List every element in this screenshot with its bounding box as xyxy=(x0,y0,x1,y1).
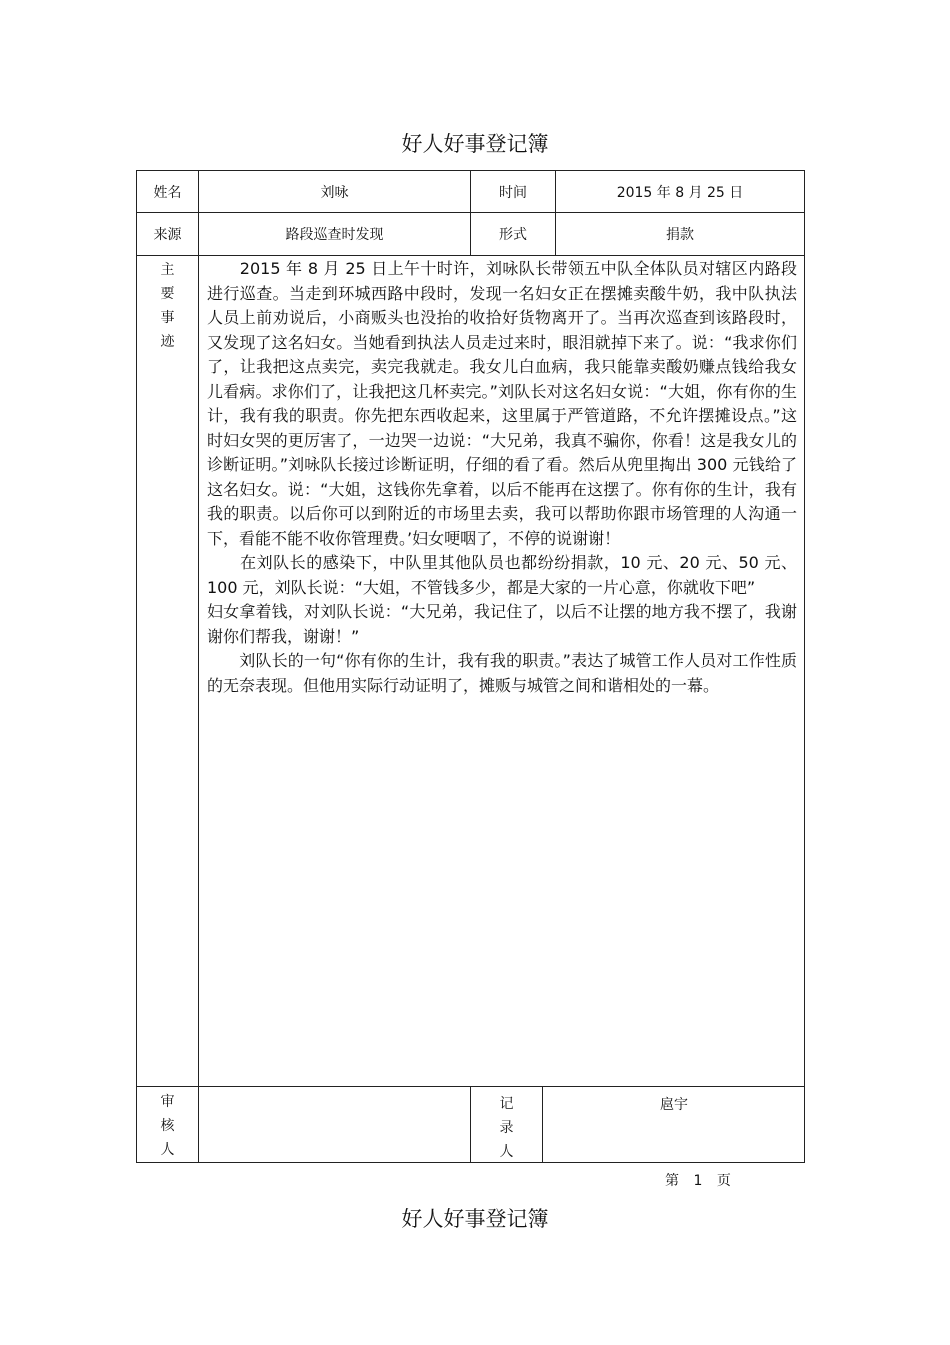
time-value: 2015 年 8 月 25 日 xyxy=(616,184,744,201)
page-prefix: 第 xyxy=(665,1173,679,1189)
name-label: 姓名 xyxy=(153,184,182,201)
page-number xyxy=(665,1170,731,1190)
main-deeds-label: 主 要 事 迹 xyxy=(160,262,175,350)
reviewer-label: 审 核 人 xyxy=(160,1094,175,1158)
recorder-value: 扈宇 xyxy=(660,1097,688,1113)
deeds-paragraph: 妇女拿着钱，对刘队长说：“大兄弟，我记住了，以后不让摆的地方我不摆了，我谢谢你们帮我，谢谢！” xyxy=(207,602,797,646)
form-label: 形式 xyxy=(499,227,527,243)
table-border-right xyxy=(804,170,805,1163)
source-value: 路段巡查时发现 xyxy=(285,227,384,243)
deeds-paragraph: 在刘队长的感染下，中队里其他队员也都纷纷捐款，10 元、20 元、50 元、100 元，刘队长说：“大姐，不管钱多少，都是大家的一片心意，你就收下吧” xyxy=(207,553,797,597)
page-suffix: 页 xyxy=(716,1173,731,1189)
recorder-label: 记 录 人 xyxy=(499,1096,514,1160)
form-value: 捐款 xyxy=(666,227,694,243)
main-deeds-content xyxy=(207,257,797,698)
page-title: 好人好事登记簿 xyxy=(401,132,549,156)
deeds-paragraph: 2015 年 8 月 25 日上午十时许，刘咏队长带领五中队全体队员对辖区内路段进行巡查。当走到环城西路中段时，发现一名妇女正在摆摊卖酸牛奶，我中队执法人员上前劝说后，小商贩头也没抬的收拾好货物离开了。当再次巡查到该路段时，又发现了这名妇女。当她看到执法人员走过来时，眼泪就掉下来了。说：“我求你们了，让我把这点卖完，卖完我就走。我女儿白血病，我只能靠卖酸奶赚点钱给我女儿看病。求你们了，让我把这几杯卖完。”刘队长对这名妇女说：“大姐，你有你的生计，我有我的职责。你先把东西收起来，这里属于严管道路，不允许摆摊设点。”这时妇女哭的更厉害了，一边哭一边说：“大兄弟，我真不骗你，你看！这是我女儿的诊断证明。”刘咏队长接过诊断证明，仔细的看了看。然后从兜里掏出 300 元钱给了这名妇女。说：“大姐，这钱你先拿着，以后不能再在这摆了。你有你的生计，我有我的职责。以后你可以到附近的市场里去卖，我可以帮助你跟市场管理的人沟通一下，看能不能不收你管理费。’妇女哽咽了，不停的说谢谢！ xyxy=(207,259,797,548)
source-label: 来源 xyxy=(153,227,182,243)
deeds-paragraph: 刘队长的一句“你有你的生计，我有我的职责。”表达了城管工作人员对工作性质的无奈表现。但他用实际行动证明了，摊贩与城管之间和谐相处的一幕。 xyxy=(207,651,797,695)
time-label: 时间 xyxy=(499,184,527,201)
table-divider xyxy=(198,170,199,1163)
name-value: 刘咏 xyxy=(320,184,349,201)
next-page-title: 好人好事登记簿 xyxy=(401,1207,549,1231)
page-number-value: 1 xyxy=(693,1173,703,1189)
reviewer-value xyxy=(199,1087,470,1162)
